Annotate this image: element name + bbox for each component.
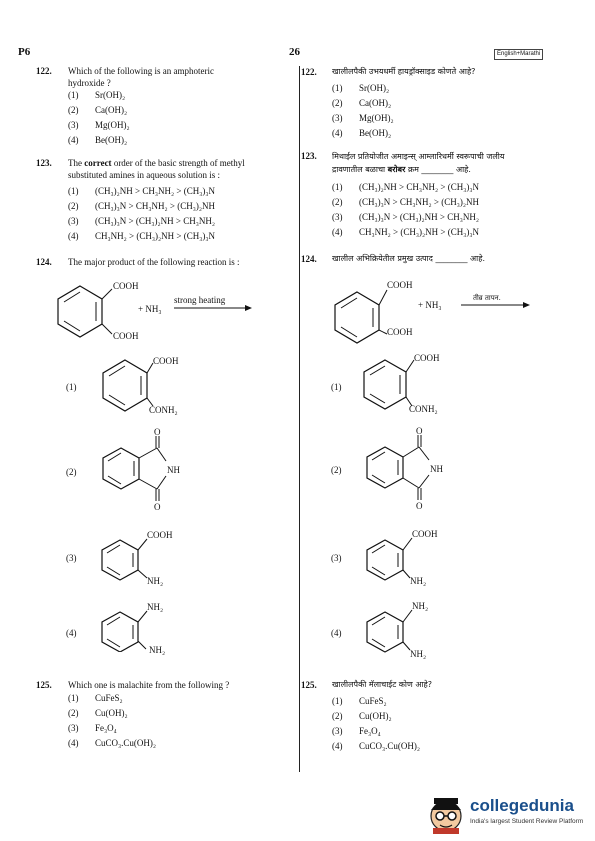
- options-123-en: [68, 186, 288, 246]
- option-label: (3): [332, 212, 343, 222]
- cooh-label: COOH: [113, 281, 139, 291]
- phthalimide-structure: [103, 427, 180, 512]
- cooh-label: COOH: [153, 356, 179, 366]
- option-label: (1): [68, 693, 79, 703]
- option-text: Fe₃O₄: [95, 723, 117, 733]
- option-text: CuCO₃.Cu(OH)₂: [359, 741, 421, 751]
- option-label: (4): [332, 128, 343, 138]
- option-text: CuFeS₂: [359, 696, 387, 706]
- option-text: CH₃NH₂ > (CH₃)₂NH > (CH₃)₃N: [359, 227, 479, 237]
- option-label: (1): [332, 696, 343, 706]
- option-label: (2): [331, 465, 342, 475]
- option-label: (1): [332, 182, 343, 192]
- question-123-en: [36, 157, 297, 181]
- option-label: (2): [66, 467, 77, 477]
- option-text: CuFeS₂: [95, 693, 123, 703]
- cooh-label: COOH: [387, 280, 413, 290]
- question-number: 123.: [301, 151, 317, 161]
- conh2-label: CONH₂: [409, 404, 438, 414]
- nh2-label: NH₂: [410, 649, 427, 659]
- reagent-label: + NH₃: [138, 304, 162, 314]
- option-label: (1): [332, 83, 343, 93]
- collegedunia-logo: [424, 790, 594, 835]
- question-text-bold: correct: [84, 158, 112, 168]
- column-divider: [299, 66, 300, 772]
- option-text: Cu(OH)₂: [359, 711, 392, 721]
- option-text: Sr(OH)₂: [359, 83, 390, 93]
- nh2-label: NH₂: [410, 576, 427, 586]
- question-123-mr: [301, 150, 577, 176]
- option-label: (4): [331, 628, 342, 638]
- option-label: (4): [66, 628, 77, 638]
- question-number: 122.: [301, 67, 317, 77]
- option-text: Sr(OH)₂: [95, 90, 126, 100]
- option-text: (CH₃)₂NH > CH₃NH₂ > (CH₃)₃N: [95, 186, 215, 196]
- option-text: CuCO₃.Cu(OH)₂: [95, 738, 157, 748]
- question-text-b: order of the basic strength of methyl substituted amines in aqueous solution is :: [68, 158, 245, 180]
- reaction-diagram-en: [40, 272, 295, 652]
- oxygen-label: O: [154, 427, 161, 437]
- question-text: The major product of the following reaction is :: [68, 257, 240, 267]
- phthalic-acid-structure: [58, 281, 139, 341]
- brand-name: collegedunia: [470, 796, 574, 815]
- reagent-label: + NH₃: [418, 300, 442, 310]
- question-number: 124.: [301, 254, 317, 264]
- option-label: (3): [68, 723, 79, 733]
- oxygen-label: O: [154, 502, 161, 512]
- cooh-label: COOH: [147, 530, 173, 540]
- condition-label: strong heating: [174, 295, 226, 305]
- option-text: Ca(OH)₂: [95, 105, 128, 115]
- option-text: Mg(OH)₂: [359, 113, 394, 123]
- nh2-label: NH₂: [147, 602, 164, 612]
- question-124-en: [36, 256, 297, 268]
- option-text: CH₃NH₂ > (CH₃)₂NH > (CH₃)₃N: [95, 231, 215, 241]
- question-number: 124.: [36, 257, 52, 267]
- question-number: 123.: [36, 158, 52, 168]
- question-text-a: The: [68, 158, 85, 168]
- question-number: 122.: [36, 66, 52, 76]
- option-text: (CH₃)₃N > (CH₃)₂NH > CH₃NH₂: [95, 216, 215, 226]
- page-code: P6: [18, 46, 31, 58]
- o-phenylenediamine-structure: [367, 601, 428, 659]
- question-122-mr: [301, 66, 577, 78]
- option-label: (2): [68, 708, 79, 718]
- option-label: (2): [68, 105, 79, 115]
- cooh-label: COOH: [113, 331, 139, 341]
- option-label: (1): [68, 90, 79, 100]
- anthranilic-acid-structure: [102, 530, 173, 586]
- option-text: Cu(OH)₂: [95, 708, 128, 718]
- option-label: (2): [332, 98, 343, 108]
- language-badge: English+Marathi: [494, 49, 543, 60]
- option-label: (3): [331, 553, 342, 563]
- phthalic-acid-structure: [335, 280, 413, 343]
- reaction-diagram-mr: [305, 272, 560, 662]
- bond-line: [138, 641, 150, 651]
- question-text: खालीलपैकी मॅलाचाईट कोण आहे?: [332, 680, 432, 689]
- option-label: (3): [332, 113, 343, 123]
- option-label: (2): [68, 201, 79, 211]
- option-label: (4): [68, 738, 79, 748]
- option-label: (3): [66, 553, 77, 563]
- options-125-mr: [332, 696, 532, 756]
- question-122-en: [36, 65, 292, 89]
- anthranilic-acid-structure: [367, 529, 438, 586]
- option-text: Fe₃O₄: [359, 726, 381, 736]
- cooh-label: COOH: [414, 353, 440, 363]
- question-number: 125.: [301, 680, 317, 690]
- cooh-label: COOH: [412, 529, 438, 539]
- oxygen-label: O: [416, 501, 423, 511]
- question-text: खालील अभिक्रियेतील प्रमुख उत्पाद ________ आहे.: [332, 254, 485, 263]
- option-label: (4): [332, 741, 343, 751]
- page-number: 26: [289, 46, 300, 58]
- options-122-mr: [332, 83, 532, 143]
- question-text: Which of the following is an amphoteric hydroxide ?: [68, 66, 214, 88]
- option-text: (CH₃)₃N > CH₃NH₂ > (CH₃)₂NH: [359, 197, 479, 207]
- option-label: (4): [68, 135, 79, 145]
- option-label: (4): [68, 231, 79, 241]
- option-label: (1): [66, 382, 77, 392]
- question-125-mr: [301, 679, 577, 691]
- phthalimide-structure: [367, 426, 443, 511]
- conh2-label: CONH₂: [149, 405, 178, 415]
- option-label: (3): [68, 216, 79, 226]
- option-label: (2): [332, 711, 343, 721]
- option-label: (1): [331, 382, 342, 392]
- question-text-a: मिथाईल प्रतियोजीत अमाइन्स् आम्लारिधर्मी स्वरूपाची जलीय द्रावणातील बळाचा: [332, 152, 505, 174]
- option-label: (3): [68, 120, 79, 130]
- option-text: Ca(OH)₂: [359, 98, 392, 108]
- question-124-mr: [301, 253, 577, 265]
- options-125-en: [68, 693, 268, 753]
- question-text: खालीलपैकी उभयधर्मी हायड्रॉक्साइड कोणते आहे?: [332, 67, 476, 76]
- cooh-label: COOH: [387, 327, 413, 337]
- question-text-bold: बरोबर: [387, 165, 406, 174]
- phthalamic-acid-structure: [103, 356, 179, 415]
- phthalamic-acid-structure: [364, 353, 440, 414]
- brand-tagline: India's largest Student Review Platform: [470, 818, 584, 825]
- option-text: (CH₃)₃N > (CH₃)₂NH > CH₃NH₂: [359, 212, 479, 222]
- nh2-label: NH₂: [147, 576, 164, 586]
- options-123-mr: [332, 182, 552, 242]
- nh-label: NH: [430, 464, 443, 474]
- option-text: Mg(OH)₂: [95, 120, 130, 130]
- oxygen-label: O: [416, 426, 423, 436]
- option-label: (4): [332, 227, 343, 237]
- options-122-en: [68, 90, 268, 150]
- question-number: 125.: [36, 680, 52, 690]
- option-text: Be(OH)₂: [359, 128, 392, 138]
- option-label: (3): [332, 726, 343, 736]
- nh-label: NH: [167, 465, 180, 475]
- option-text: (CH₃)₃N > CH₃NH₂ > (CH₃)₂NH: [95, 201, 215, 211]
- mascot-icon: [424, 790, 468, 834]
- nh2-label: NH₂: [149, 645, 166, 655]
- option-label: (2): [332, 197, 343, 207]
- option-text: (CH₃)₂NH > CH₃NH₂ > (CH₃)₃N: [359, 182, 479, 192]
- condition-label: तीव्र तापन.: [473, 294, 501, 302]
- option-label: (1): [68, 186, 79, 196]
- question-text: Which one is malachite from the following ?: [68, 680, 230, 690]
- nh2-label: NH₂: [412, 601, 429, 611]
- option-text: Be(OH)₂: [95, 135, 128, 145]
- question-125-en: [36, 679, 297, 691]
- question-text-b: क्रम ________ आहे.: [405, 165, 471, 174]
